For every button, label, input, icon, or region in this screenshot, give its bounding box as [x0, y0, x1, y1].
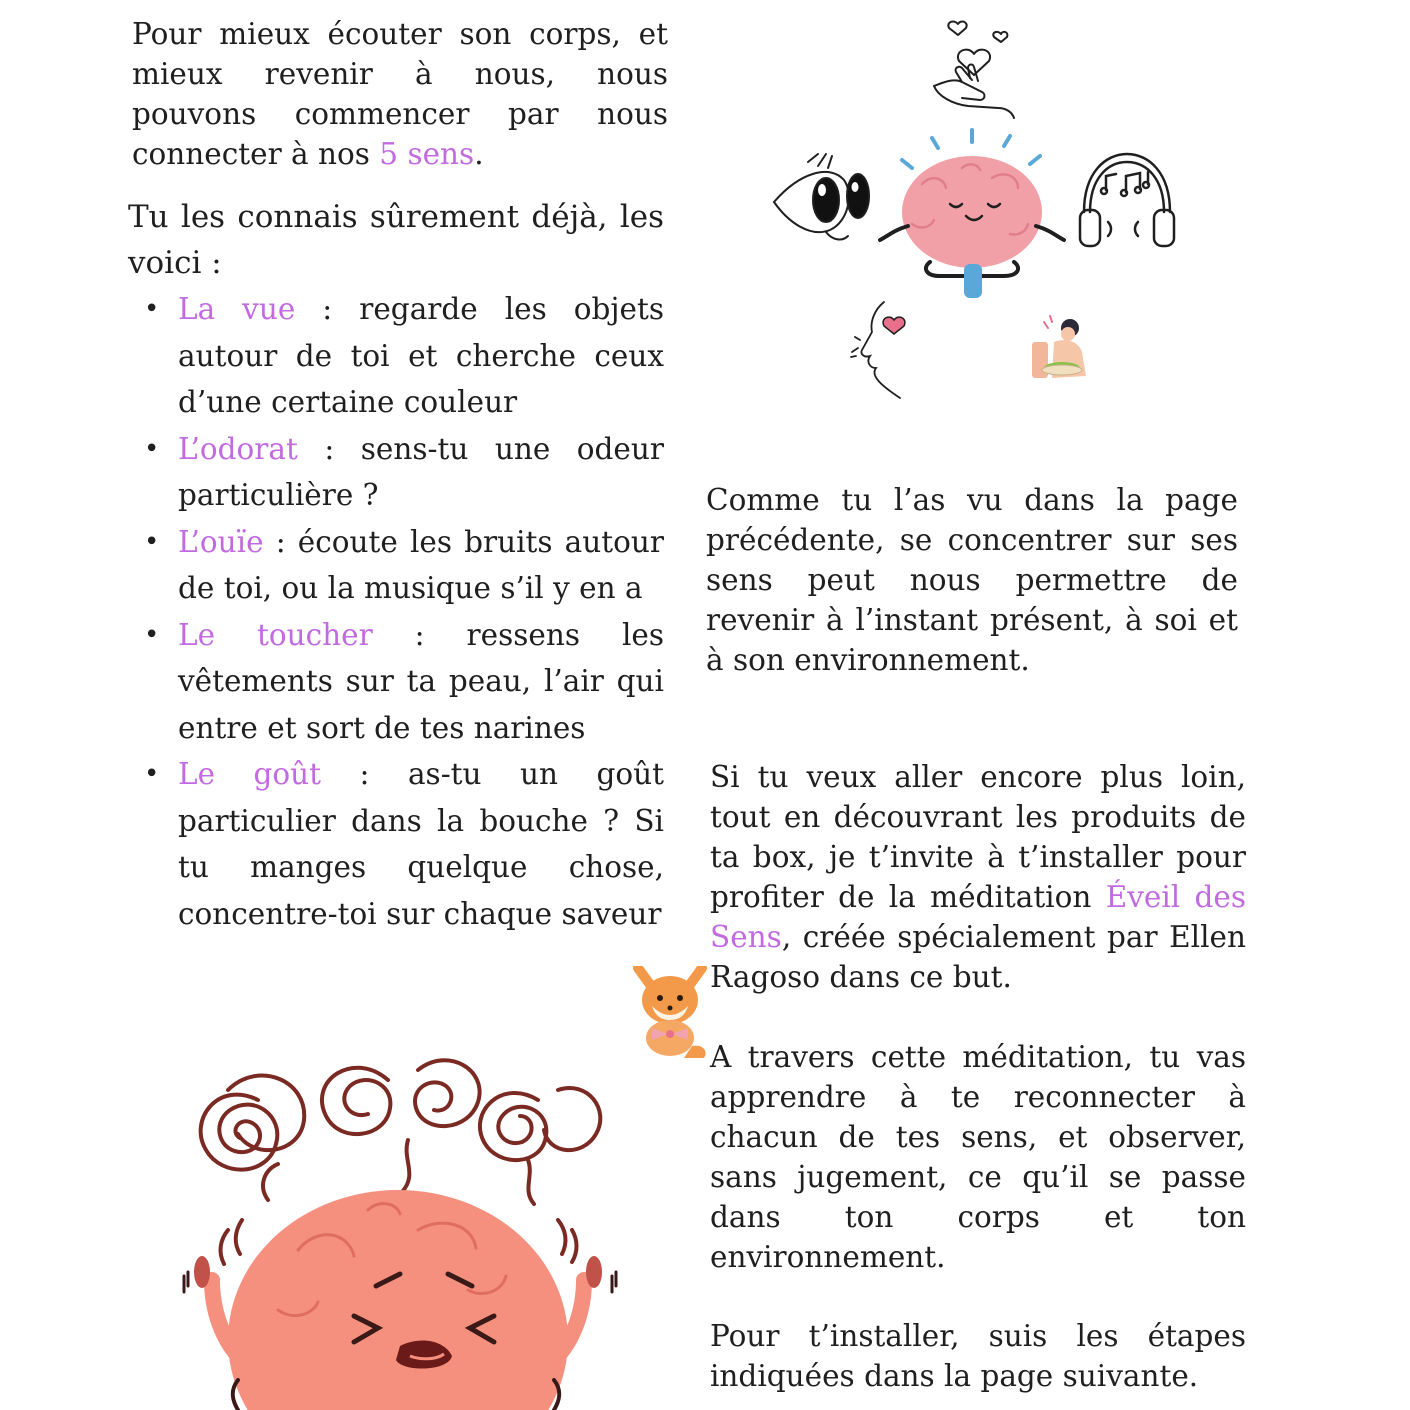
list-item: [178, 751, 664, 937]
meditation-text-after: , créée spécialement par Ellen Ragoso dans ce but.: [710, 920, 1246, 994]
sense-description: : écoute les bruits autour de toi, ou la musique s’il y en a: [178, 524, 664, 605]
sense-description: : ressens les vêtements sur ta peau, l’air qui entre et sort de tes narines: [178, 617, 664, 745]
list-item: [178, 519, 664, 612]
sense-name: La vue: [178, 292, 296, 326]
list-item: [178, 286, 664, 426]
next-steps-paragraph: Pour t’installer, suis les étapes indiquées dans la page suivante.: [710, 1319, 1246, 1393]
sense-name: Le toucher: [178, 617, 373, 652]
meditation-paragraph: [710, 757, 1246, 997]
intro-paragraph: [132, 14, 668, 174]
list-item: [178, 612, 664, 752]
comme-paragraph: Comme tu l’as vu dans la page précédente, se concentrer sur ses sens peut nous permettre de revenir à l’instant présent, à soi et à son environnement.: [706, 483, 1238, 677]
stressed-brain-icon: [168, 1050, 628, 1410]
sense-name: L’odorat: [178, 431, 298, 466]
headphones-icon: [1076, 150, 1178, 250]
nose-heart-icon: [850, 298, 912, 402]
eye-icon: [770, 150, 874, 246]
fox-icon: [630, 966, 710, 1058]
sense-name: Le goût: [178, 757, 322, 791]
list-item: [178, 426, 664, 519]
eating-person-icon: [1024, 312, 1094, 392]
sense-description: : as-tu un goût particulier dans la bouche ? Si tu manges quelque chose, concentre-toi sur chaque saveur: [178, 757, 664, 931]
five-senses-highlight: 5 sens: [379, 137, 475, 171]
atravers-paragraph: A travers cette méditation, tu vas apprendre à te reconnecter à chacun de tes sens, et observer, sans jugement, ce qu’il se passe dans ton corps et ton environnement.: [710, 1040, 1246, 1274]
sense-description: : sens-tu une odeur particulière ?: [178, 431, 664, 512]
intro-text: Pour mieux écouter son corps, et mieux revenir à nous, nous pouvons commencer par nous connecter à nos: [132, 17, 668, 171]
hand-heart-icon: [928, 14, 1020, 120]
meditation-title-highlight: Éveil des Sens: [710, 880, 1247, 954]
voici-paragraph: Tu les connais sûrement déjà, les voici :: [128, 199, 664, 281]
sense-name: L’ouïe: [178, 524, 264, 559]
meditation-text-before: Si tu veux aller encore plus loin, tout en découvrant les produits de ta box, je t’invite à t’installer pour profiter de la méditation: [710, 760, 1246, 914]
sense-description: : regarde les objets autour de toi et cherche ceux d’une certaine couleur: [178, 292, 664, 419]
meditating-brain-icon: [872, 124, 1072, 304]
senses-list: [132, 286, 664, 937]
intro-end: .: [474, 137, 484, 171]
